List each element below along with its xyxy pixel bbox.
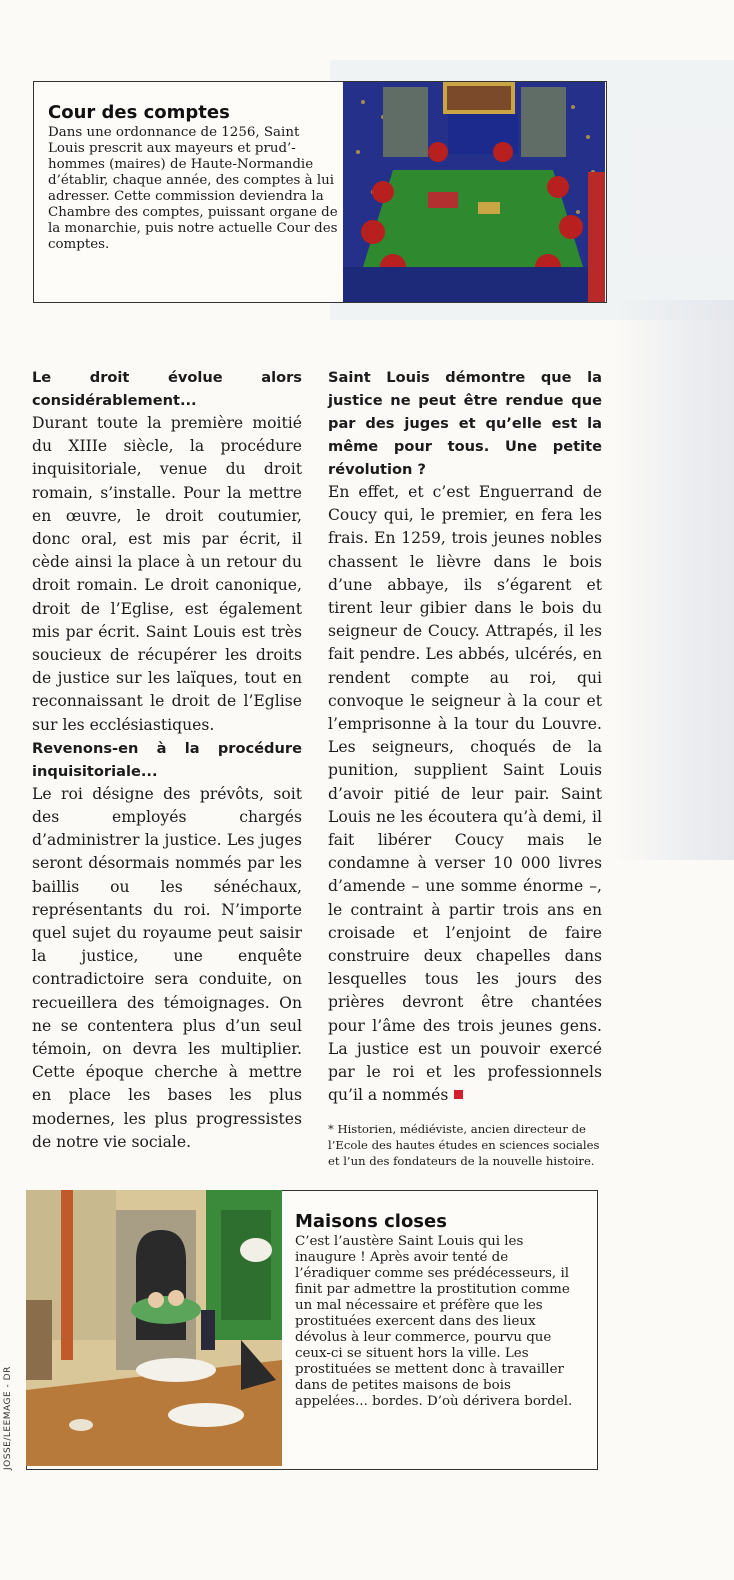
question-procedure: Revenons-en à la procédure inquisitoriale... [32, 739, 302, 780]
box-text: C’est l’austère Saint Louis qui les inaugure ! Après avoir tenté de l’éradiquer comme ses prédécesseurs, il finit par admettre la prostitution comme un mal nécessaire et préfère que les prostituées exercent dans des lieux dévolus à leur commerce, pourvu que ceux-ci se situent hors la ville. Les prostituées se mettent donc à travailler dans de petites maisons de bois appelées... bordes. D’où dérivera bordel. [295, 1234, 573, 1409]
box-title: Cour des comptes [48, 102, 230, 123]
box-text: Dans une ordonnance de 1256, Saint Louis prescrit aux mayeurs et prud’-hommes (maires) de Haute-Normandie d’établir, chaque année, des comptes à lui adresser. Cette commission deviendra la Chambre des comptes, puissant organe de la monarchie, puis notre actuelle Cour des comptes. [48, 125, 338, 252]
right-column [328, 366, 602, 1169]
bleed-through-right [614, 300, 734, 860]
answer-droit: Durant toute la première moitié du XIIIe siècle, la procédure inquisitoriale, venue du droit romain, s’installe. Pour la mettre en œuvre, le droit coutumier, donc oral, est mis par écrit, il cède ainsi la place à un retour du droit romain. Le droit canonique, droit de l’Eglise, est également mis par écrit. Saint Louis est très soucieux de récupérer les droits de justice sur les laïques, tout en reconnaissant le droit de l’Eglise sur les ecclésiastiques. [32, 414, 302, 734]
council-painting-image [343, 82, 605, 302]
left-column [32, 366, 302, 1154]
end-of-article-mark [454, 1090, 463, 1099]
answer-justice-text: En effet, et c’est Enguerrand de Coucy qui, le premier, en fera les frais. En 1259, trois jeunes nobles chassent le lièvre dans le bois d’une abbaye, ils s’égarent et tirent leur gibier dans le bois du seigneur de Coucy. Attrapés, il les fait pendre. Les abbés, ulcérés, en rendent compte au roi, qui convoque le seigneur à la cour et l’emprisonne à la tour du Louvre. Les seigneurs, choqués de la punition, supplient Saint Louis d’avoir pitié de leur pair. Saint Louis ne les écoutera qu’à demi, il fait libérer Coucy mais le condamne à verser 10 000 livres d’amende – une somme énorme –, le contraint à partir trois ans en croisade et l’enjoint de faire construire deux chapelles dans lesquelles tous les jours des prières devront être chantées pour l’âme des trois jeunes gens. La justice est un pouvoir exercé par le roi et les professionnels qu’il a nommés [328, 483, 602, 1105]
answer-procedure: Le roi désigne des prévôts, soit des employés chargés d’administrer la justice. Les juges seront désormais nommés par les baillis ou les sénéchaux, représentants du roi. N’importe quel sujet du royaume peut saisir la justice, une enquête contradictoire sera conduite, on recueillera des témoignages. On ne se contentera plus d’un seul témoin, on devra les multiplier. Cette époque cherche à mettre en place les bases les plus modernes, les plus progressistes de notre vie sociale. [32, 784, 302, 1151]
author-footnote: * Historien, médiéviste, ancien directeur de l’Ecole des hautes études en sciences sociales et l’un des fondateurs de la nouvelle histoire. [328, 1122, 600, 1169]
question-justice: Saint Louis démontre que la justice ne peut être rendue que par des juges et qu’elle est la même pour tous. Une petite révolution ? [328, 369, 602, 478]
answer-justice [328, 481, 602, 1107]
question-droit: Le droit évolue alors considérablement... [32, 369, 302, 409]
photo-credit: JOSSE/LEEMAGE - DR [3, 1366, 13, 1470]
bathhouse-painting-image [26, 1190, 282, 1466]
box-title: Maisons closes [295, 1211, 447, 1232]
